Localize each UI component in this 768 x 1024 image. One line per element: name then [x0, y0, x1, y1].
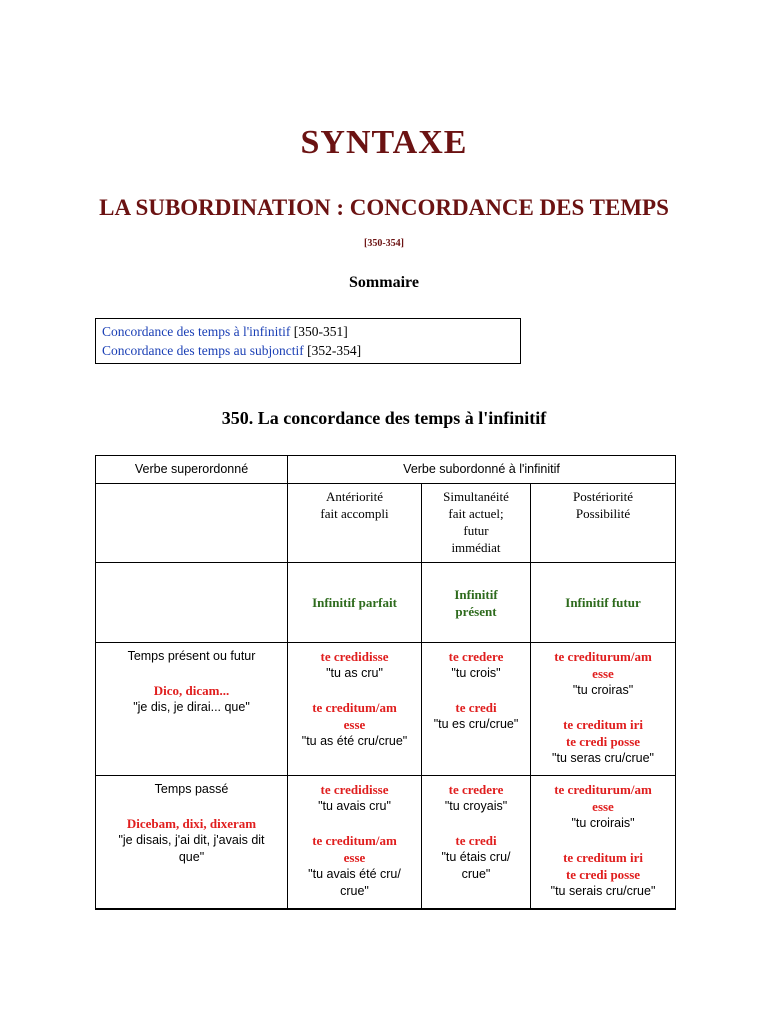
section-title: 350. La concordance des temps à l'infinitif [221, 408, 547, 428]
empty-cell [96, 484, 288, 563]
empty-cell [96, 563, 288, 643]
table-header-row [96, 456, 676, 484]
summary-ref: [352-354] [307, 343, 362, 358]
summary-link-subjonctif[interactable]: Concordance des temps au subjonctif [102, 343, 304, 358]
form-infinitif-parfait: Infinitif parfait [288, 563, 422, 643]
col-anteriorite: Antériorité fait accompli [288, 484, 422, 563]
table-row-aspect [96, 484, 676, 563]
page-subtitle [90, 192, 678, 259]
form-infinitif-futur: Infinitif futur [531, 563, 676, 643]
summary-ref: [350-351] [293, 324, 348, 339]
col-posteriorite: Postériorité Possibilité [531, 484, 676, 563]
cell-posteriorite-passe: te crediturum/am esse "tu croirais" te creditum iri te credi posse "tu serais cru/crue" [531, 776, 676, 909]
table-row [96, 643, 676, 776]
header-superordonne: Verbe superordonné [96, 456, 288, 484]
cell-anteriorite-passe: te credidisse "tu avais cru" te creditum/am esse "tu avais été cru/ crue" [288, 776, 422, 909]
subtitle-text: LA SUBORDINATION : CONCORDANCE DES TEMPS [99, 195, 669, 220]
form-infinitif-present: Infinitif présent [422, 563, 531, 643]
summary-item [102, 341, 514, 360]
concordance-table [95, 455, 676, 910]
table-row [96, 776, 676, 909]
cell-simultaneite-passe: te credere "tu croyais" te credi "tu étais cru/ crue" [422, 776, 531, 909]
cell-simultaneite-present: te credere "tu crois" te credi "tu es cru/crue" [422, 643, 531, 776]
table-row-forms [96, 563, 676, 643]
page-title: SYNTAXE [300, 124, 468, 161]
cell-posteriorite-present: te crediturum/am esse "tu croiras" te creditum iri te credi posse "tu seras cru/crue" [531, 643, 676, 776]
summary-link-infinitif[interactable]: Concordance des temps à l'infinitif [102, 324, 291, 339]
row-label-passe: Temps passé Dicebam, dixi, dixeram "je disais, j'ai dit, j'avais dit que" [96, 776, 288, 909]
row-label-present: Temps présent ou futur Dico, dicam... "je dis, je dirai... que" [96, 643, 288, 776]
summary-item [102, 322, 514, 341]
summary-heading: Sommaire [349, 274, 419, 291]
header-subordonne: Verbe subordonné à l'infinitif [288, 456, 676, 484]
col-simultaneite: Simultanéité fait actuel; futur immédiat [422, 484, 531, 563]
cell-anteriorite-present: te credidisse "tu as cru" te creditum/am esse "tu as été cru/crue" [288, 643, 422, 776]
subtitle-ref: [350-354] [364, 238, 404, 249]
summary-box [95, 318, 521, 364]
